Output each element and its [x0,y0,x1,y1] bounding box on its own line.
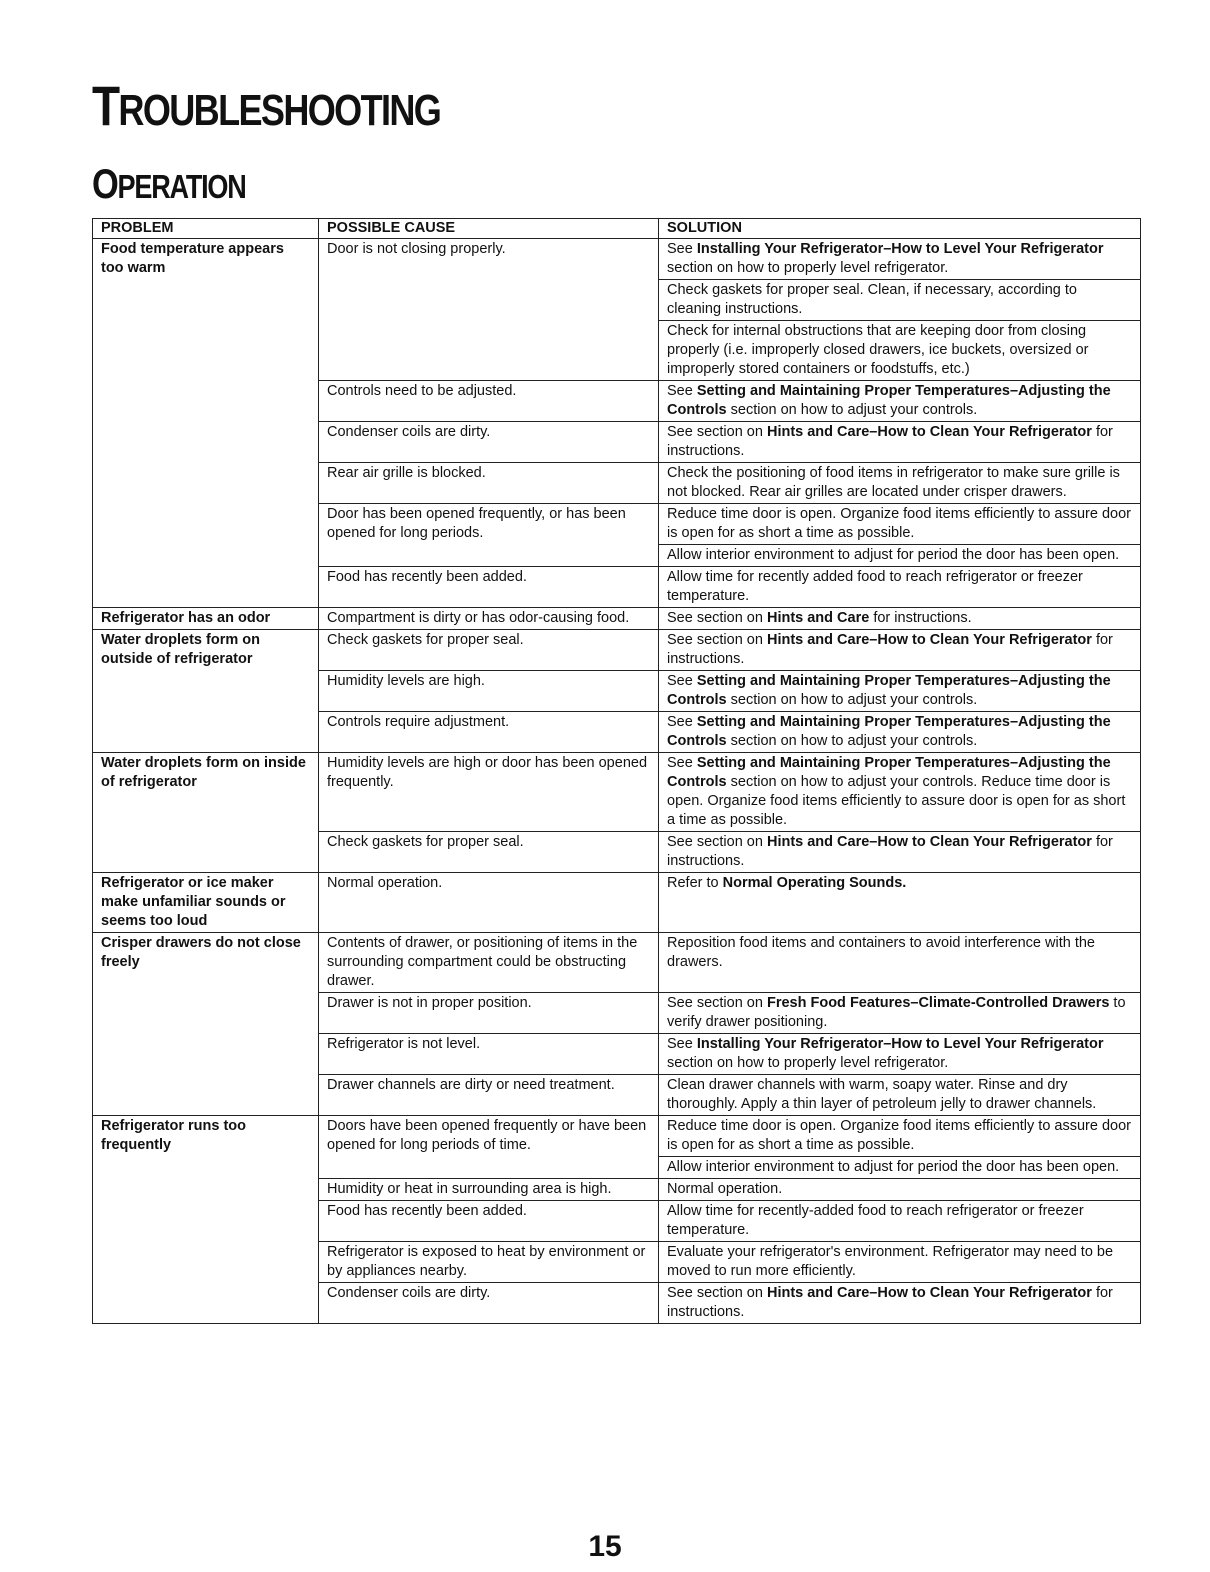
solution-text: Clean drawer channels with warm, soapy water. Rinse and dry thoroughly. Apply a thin layer of petroleum jelly to drawer channels. [667,1077,1097,1112]
cause-cell: Rear air grille is blocked. [319,463,659,504]
solution-text: section on how to adjust your controls. [726,402,978,418]
solution-text: See section on [667,1285,767,1301]
cause-cell: Drawer channels are dirty or need treatment. [319,1075,659,1116]
header-problem: PROBLEM [93,219,319,239]
solution-cell [659,933,1141,993]
solution-text: to verify drawer positioning. [667,995,1126,1030]
solution-text: See [667,714,697,730]
solution-bold-reference: Normal Operating Sounds. [722,875,907,891]
table-row [93,1116,1141,1157]
solution-text: See [667,241,697,257]
solution-cell [659,1201,1141,1242]
cause-cell: Drawer is not in proper position. [319,993,659,1034]
header-possible-cause: POSSIBLE CAUSE [319,219,659,239]
solution-text: Allow time for recently-added food to reach refrigerator or freezer temperature. [667,1203,1084,1238]
table-row [93,608,1141,630]
solution-cell [659,873,1141,933]
table-row [93,753,1141,832]
cause-cell: Humidity levels are high or door has been opened frequently. [319,753,659,832]
solution-cell [659,993,1141,1034]
solution-bold-reference: Hints and Care–How to Clean Your Refrigerator [766,1285,1092,1301]
solution-cell [659,504,1141,545]
solution-text: See section on [667,834,767,850]
solution-text: See section on [667,995,767,1011]
cause-cell: Check gaskets for proper seal. [319,832,659,873]
solution-text: Check gaskets for proper seal. Clean, if necessary, according to cleaning instructions. [667,282,1077,317]
solution-text: Reduce time door is open. Organize food items efficiently to assure door is open for as short a time as possible. [667,506,1131,541]
solution-cell [659,422,1141,463]
cause-cell: Normal operation. [319,873,659,933]
cause-cell: Door has been opened frequently, or has been opened for long periods. [319,504,659,567]
solution-cell [659,381,1141,422]
solution-text: section on how to adjust your controls. Reduce time door is open. Organize food items efficiently to assure door is open for as short a time as possible. [667,774,1126,828]
solution-bold-reference: Setting and Maintaining Proper Temperatures–Adjusting the Controls [667,673,1111,708]
solution-cell [659,1157,1141,1179]
table-body [93,239,1141,1324]
solution-text: Normal operation. [667,1181,783,1197]
problem-cell: Water droplets form on inside of refrigerator [93,753,319,873]
table-header-row [93,219,1141,239]
solution-cell [659,832,1141,873]
section-subtitle: OPERATION [92,160,246,207]
solution-text: Allow time for recently added food to reach refrigerator or freezer temperature. [667,569,1083,604]
solution-cell [659,630,1141,671]
solution-text: for instructions. [869,610,972,626]
solution-text: for instructions. [667,834,1113,869]
solution-cell [659,545,1141,567]
cause-cell: Condenser coils are dirty. [319,1283,659,1324]
problem-cell: Water droplets form on outside of refrigerator [93,630,319,753]
cause-cell: Contents of drawer, or positioning of items in the surrounding compartment could be obstructing drawer. [319,933,659,993]
cause-cell: Humidity or heat in surrounding area is high. [319,1179,659,1201]
solution-text: Check the positioning of food items in refrigerator to make sure grille is not blocked. Rear air grilles are located under crisper drawers. [667,465,1120,500]
solution-bold-reference: Hints and Care–How to Clean Your Refrigerator [766,834,1092,850]
solution-cell [659,463,1141,504]
solution-cell [659,239,1141,280]
solution-text: Refer to [667,875,723,891]
cause-cell: Compartment is dirty or has odor-causing food. [319,608,659,630]
solution-text: for instructions. [667,632,1113,667]
solution-text: Reduce time door is open. Organize food items efficiently to assure door is open for as short a time as possible. [667,1118,1131,1153]
problem-cell: Crisper drawers do not close freely [93,933,319,1116]
solution-bold-reference: Setting and Maintaining Proper Temperatures–Adjusting the Controls [667,714,1111,749]
cause-cell: Food has recently been added. [319,1201,659,1242]
solution-text: Evaluate your refrigerator's environment. Refrigerator may need to be moved to run more efficiently. [667,1244,1114,1279]
solution-text: See [667,383,697,399]
page-title: TROUBLESHOOTING [92,74,441,137]
solution-text: for instructions. [667,424,1113,459]
solution-cell [659,1242,1141,1283]
problem-cell: Refrigerator or ice maker make unfamiliar sounds or seems too loud [93,873,319,933]
problem-cell: Refrigerator has an odor [93,608,319,630]
solution-text: section on how to properly level refrigerator. [667,260,949,276]
solution-text: See [667,1036,697,1052]
solution-text: See [667,755,697,771]
solution-cell [659,671,1141,712]
solution-text: section on how to properly level refrigerator. [667,1055,949,1071]
page-number: 15 [588,1530,622,1563]
problem-cell: Refrigerator runs too frequently [93,1116,319,1324]
table-row [93,933,1141,993]
solution-text: Reposition food items and containers to avoid interference with the drawers. [667,935,1095,970]
solution-text: Allow interior environment to adjust for period the door has been open. [667,1159,1120,1175]
solution-cell [659,1179,1141,1201]
solution-text: See section on [667,424,767,440]
cause-cell: Humidity levels are high. [319,671,659,712]
cause-cell: Food has recently been added. [319,567,659,608]
solution-cell [659,1116,1141,1157]
cause-cell: Check gaskets for proper seal. [319,630,659,671]
solution-bold-reference: Hints and Care–How to Clean Your Refrigerator [766,632,1092,648]
solution-bold-reference: Fresh Food Features–Climate-Controlled Drawers [766,995,1110,1011]
solution-bold-reference: Setting and Maintaining Proper Temperatures–Adjusting the Controls [667,383,1111,418]
solution-text: section on how to adjust your controls. [726,733,978,749]
solution-cell [659,280,1141,321]
problem-cell: Food temperature appears too warm [93,239,319,608]
cause-cell: Door is not closing properly. [319,239,659,381]
cause-cell: Doors have been opened frequently or have been opened for long periods of time. [319,1116,659,1179]
cause-cell: Refrigerator is exposed to heat by environment or by appliances nearby. [319,1242,659,1283]
table-row [93,630,1141,671]
solution-cell [659,1034,1141,1075]
solution-text: Check for internal obstructions that are keeping door from closing properly (i.e. improperly closed drawers, ice buckets, oversized or improperly stored containers or foodstuffs, etc.) [667,323,1089,377]
solution-text: See [667,673,697,689]
cause-cell: Condenser coils are dirty. [319,422,659,463]
solution-cell [659,321,1141,381]
solution-cell [659,608,1141,630]
table-row [93,873,1141,933]
solution-text: See section on [667,610,767,626]
solution-cell [659,753,1141,832]
solution-cell [659,1283,1141,1324]
cause-cell: Controls require adjustment. [319,712,659,753]
solution-text: for instructions. [667,1285,1113,1320]
solution-text: section on how to adjust your controls. [726,692,978,708]
solution-cell [659,712,1141,753]
solution-bold-reference: Setting and Maintaining Proper Temperatures–Adjusting the Controls [667,755,1111,790]
solution-bold-reference: Installing Your Refrigerator–How to Level Your Refrigerator [696,241,1104,257]
solution-bold-reference: Installing Your Refrigerator–How to Level Your Refrigerator [696,1036,1104,1052]
troubleshooting-table [92,218,1141,1324]
solution-bold-reference: Hints and Care [766,610,870,626]
solution-text: Allow interior environment to adjust for period the door has been open. [667,547,1120,563]
table-row [93,239,1141,280]
solution-text: See section on [667,632,767,648]
solution-cell [659,1075,1141,1116]
solution-cell [659,567,1141,608]
cause-cell: Refrigerator is not level. [319,1034,659,1075]
cause-cell: Controls need to be adjusted. [319,381,659,422]
solution-bold-reference: Hints and Care–How to Clean Your Refrigerator [766,424,1092,440]
header-solution: SOLUTION [659,219,1141,239]
